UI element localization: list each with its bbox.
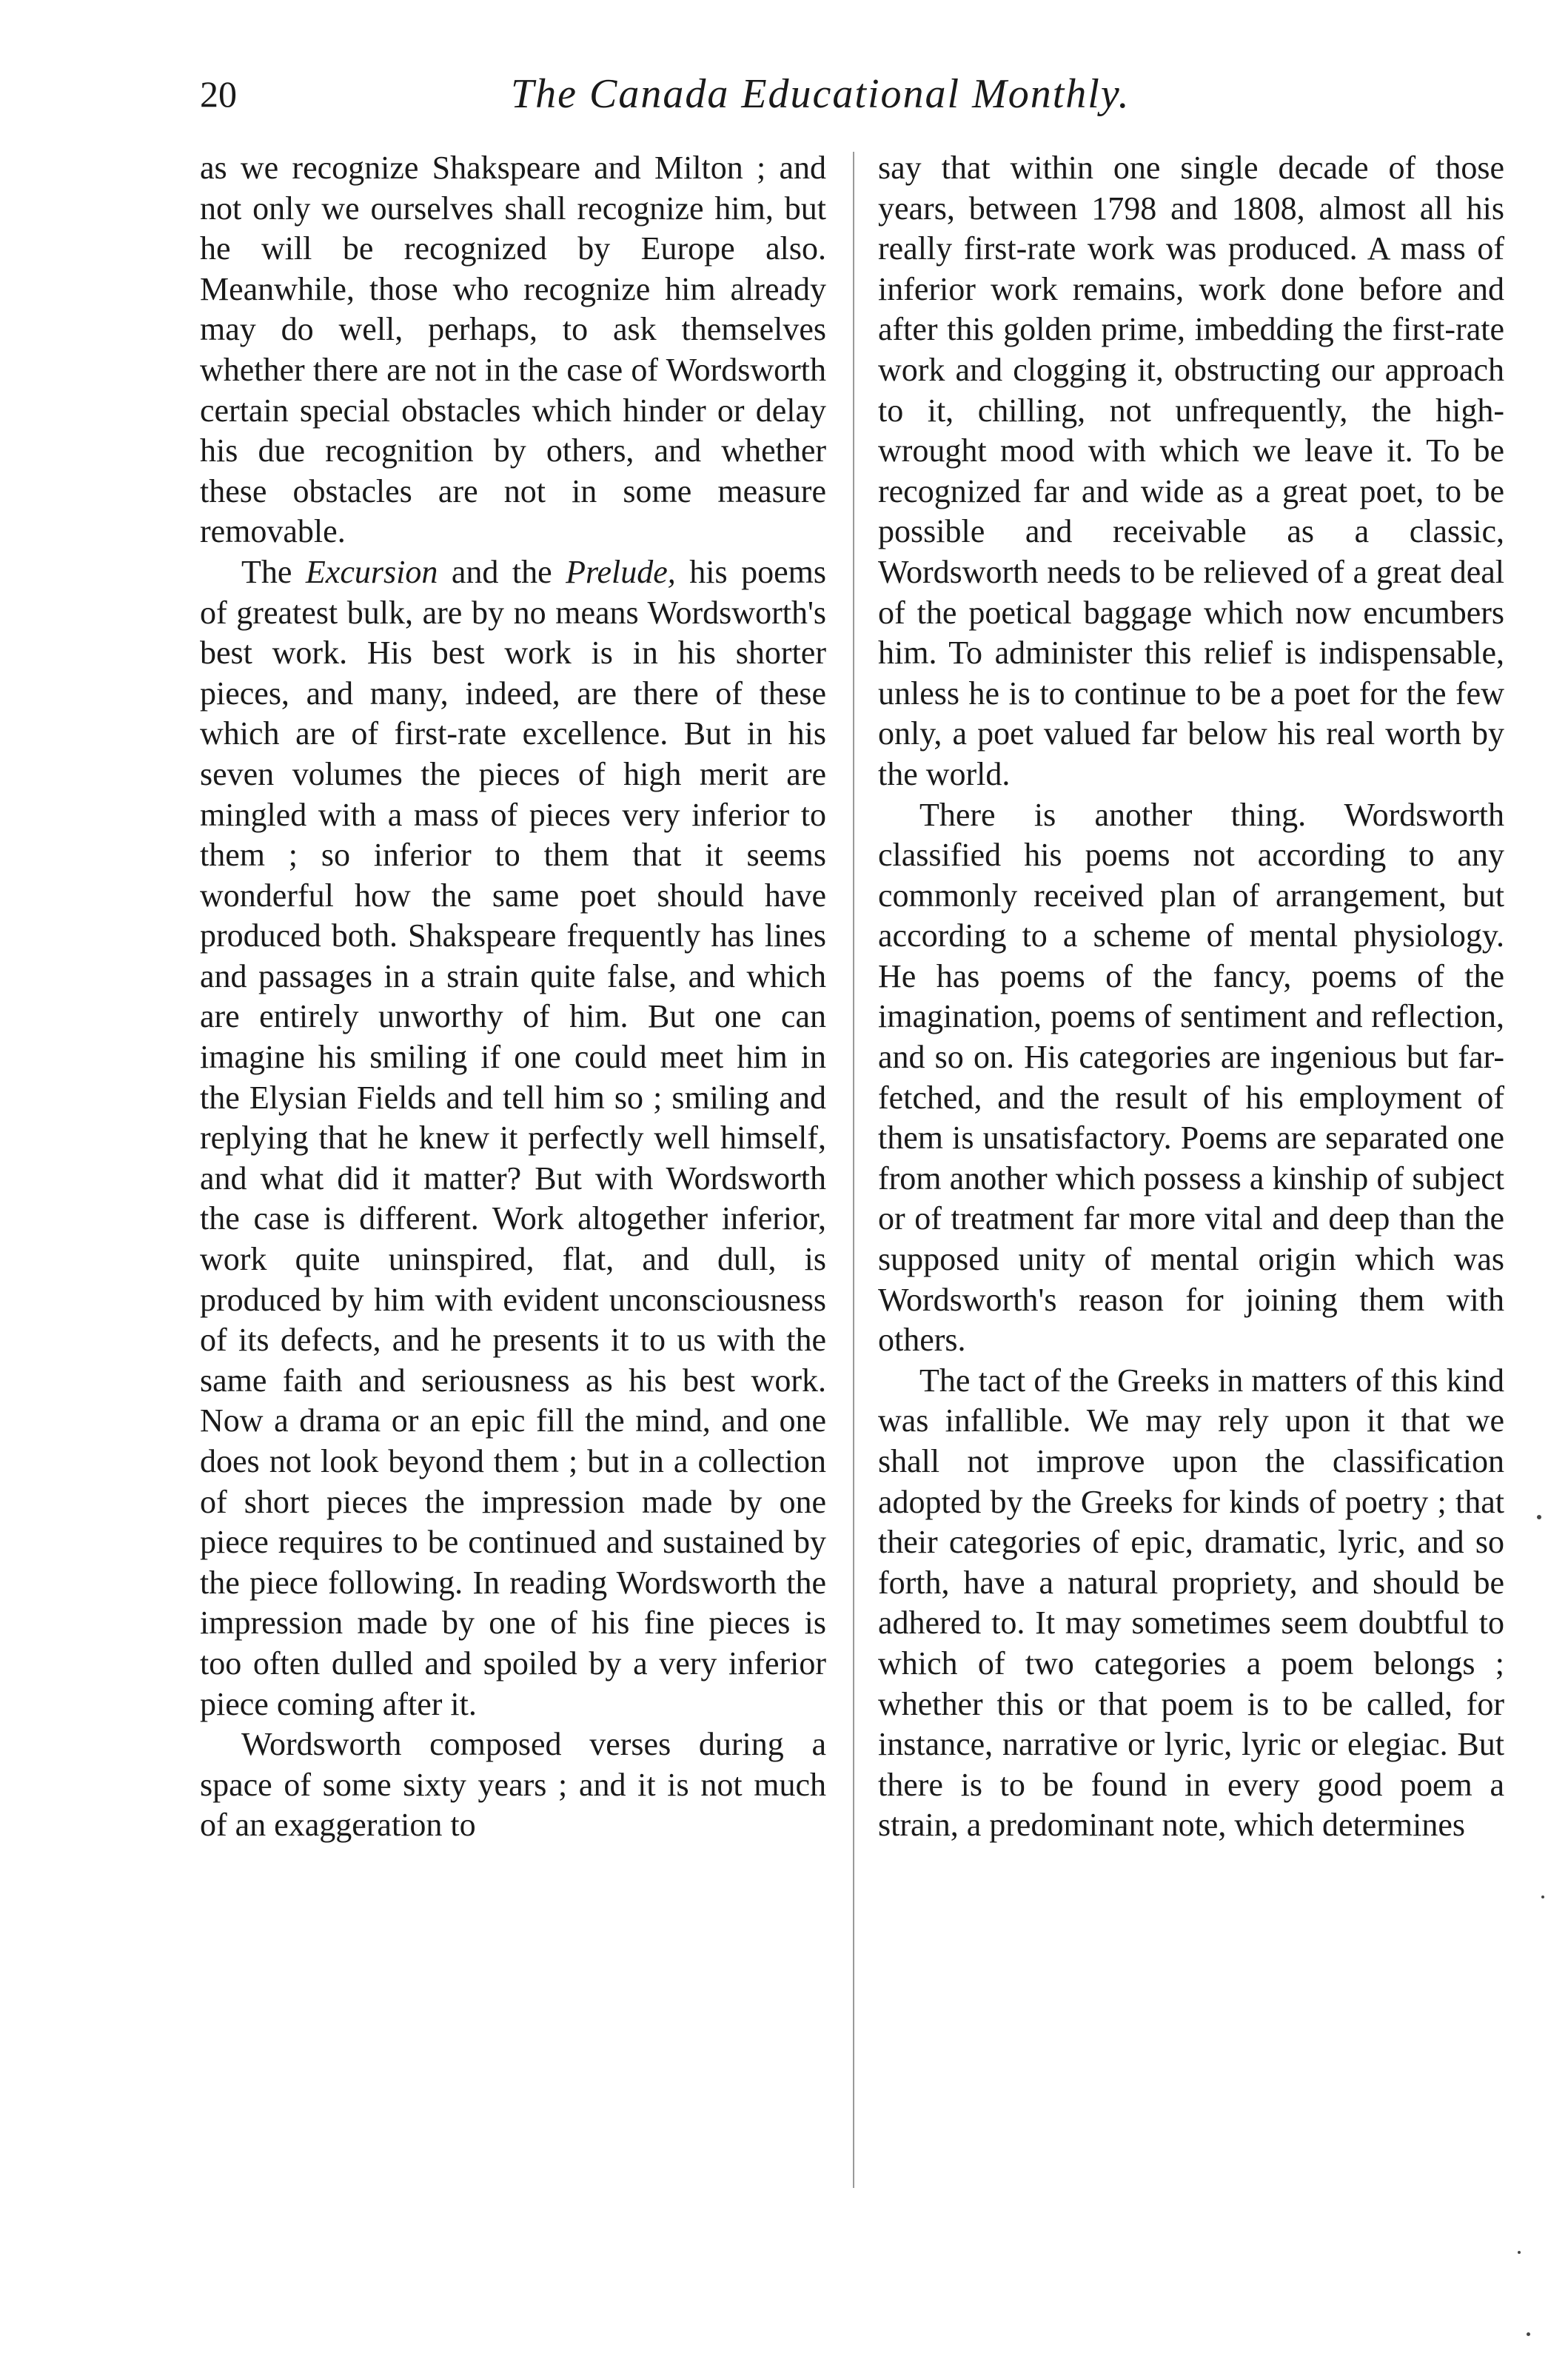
- paragraph-text: his poems of greatest bulk, are by no means Wordsworth's best work. His best work is in his shorter pieces, and many, indeed, are there of these which are of first-rate excellence. But in his seven volumes the pieces of high merit are mingled with a mass of pieces very inferior to them ; so inferior to them that it seems wonderful how the same poet should have produced both. Shakspeare frequently has lines and passages in a strain quite false, and which are entirely unworthy of him. But one can imagine his smiling if one could meet him in the Elysian Fields and tell him so ; smiling and replying that he knew it perfectly well himself, and what did it matter? But with Wordsworth the case is different. Work altogether inferior, work quite uninspired, flat, and dull, is produced by him with evident unconsciousness of its defects, and he presents it to us with the same faith and seriousness as his best work. Now a drama or an epic fill the mind, and one does not look beyond them ; but in a collection of short pieces the impression made by one piece requires to be continued and sustained by the piece following. In reading Wordsworth the impression made by one of his fine pieces is too often dulled and spoiled by a very inferior piece coming after it.: [200, 553, 826, 1722]
- print-speck: [1527, 2332, 1530, 2336]
- left-column: [200, 148, 826, 1846]
- paragraph: [200, 552, 826, 1724]
- right-column: [878, 148, 1504, 1846]
- work-title-excursion: Excursion: [305, 553, 438, 590]
- running-title: The Canada Educational Monthly.: [511, 71, 1130, 117]
- print-speck: [1518, 2251, 1521, 2254]
- page-header: [200, 68, 1495, 120]
- print-speck: [1541, 1895, 1544, 1898]
- paragraph-text: and the: [438, 553, 566, 590]
- paragraph: Wordsworth composed verses during a space of some sixty years ; and it is not much of an exaggeration to: [200, 1726, 826, 1844]
- paragraph: as we recognize Shakspeare and Milton ; and not only we ourselves shall recognize him, but he will be recognized by Europe also. Meanwhile, those who recognize him already may do well, perhaps, to ask themselves whether there are not in the case of Wordsworth certain special obstacles which hinder or delay his due recognition by others, and whether these obstacles are not in some measure removable.: [200, 150, 826, 550]
- paragraph: say that within one single decade of those years, between 1798 and 1808, almost all his really first-rate work was produced. A mass of inferior work remains, work done before and after this golden prime, imbedding the first-rate work and clogging it, obstructing our approach to it, chilling, not unfrequently, the high-wrought mood with which we leave it. To be recognized far and wide as a great poet, to be possible and receivable as a classic, Wordsworth needs to be relieved of a great deal of the poetical baggage which now encumbers him. To administer this relief is indispensable, unless he is to continue to be a poet for the few only, a poet valued far below his real worth by the world.: [878, 150, 1504, 792]
- work-title-prelude: Prelude,: [566, 553, 676, 590]
- paragraph: The tact of the Greeks in matters of this kind was infallible. We may rely upon it that we shall not improve upon the classification adopted by the Greeks for kinds of poetry ; that their categories of epic, dramatic, lyric, and so forth, have a natural propriety, and should be adhered to. It may sometimes seem doubtful to which of two categories a poem belongs ; whether this or that poem is to be called, for instance, narrative or lyric, lyric or elegiac. But there is to be found in every good poem a strain, a predominant note, which determines: [878, 1362, 1504, 1844]
- paragraph: There is another thing. Wordsworth classified his poems not according to any commonly received plan of arrangement, but according to a scheme of mental physiology. He has poems of the fancy, poems of the imagination, poems of sentiment and reflection, and so on. His categories are ingenious but far-fetched, and the result of his employment of them is unsatisfactory. Poems are separated one from another which possess a kinship of subject or of treatment far more vital and deep than the supposed unity of mental origin which was Wordsworth's reason for joining them with others.: [878, 796, 1504, 1359]
- column-divider: [853, 152, 854, 2188]
- print-speck: [1537, 1515, 1541, 1519]
- page-number: 20: [200, 73, 237, 115]
- paragraph-text: The: [241, 553, 306, 590]
